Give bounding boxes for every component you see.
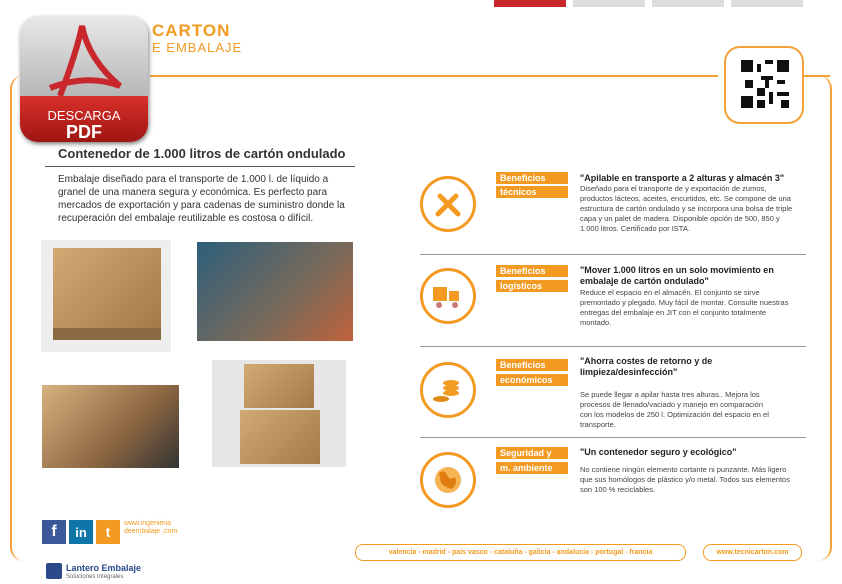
benefit-2-badge-line2: logísticos <box>496 280 568 292</box>
benefit-4-title: "Un contenedor seguro y ecológico" <box>580 447 737 457</box>
qr-code-icon[interactable] <box>741 60 789 108</box>
benefit-3-badge-line2: económicos <box>496 374 568 386</box>
benefit-1-badge-line2: técnicos <box>496 186 568 198</box>
benefit-3-title: "Ahorra costes de retorno y de limpieza/desinfección" <box>580 356 713 377</box>
forklift-photo <box>197 242 353 341</box>
header-divider-right <box>800 75 830 77</box>
benefit-2-text: Reduce el espacio en el almacén. El conjunto se sirve premontado y plegado. Muy fácil de montar. Consulte nuestras entregas del embalaje en JIT con el conjunto totalmente montado. <box>580 288 789 327</box>
benefit-2-badge-line1: Beneficios <box>496 265 568 277</box>
page-title: Contenedor de 1.000 litros de cartón ondulado <box>58 146 346 161</box>
forklift-icon <box>420 268 476 324</box>
stacked-container-photo <box>212 360 346 467</box>
benefit-4-text: No contiene ningún elemento cortante ni punzante. Más ligero que sus homólogos de plástico y/o metal. Todos sus elementos son 100 % reciclables. <box>580 465 790 494</box>
company-logo <box>46 563 62 579</box>
benefit-3-text: Se puede llegar a apilar hasta tres alturas.. Mejora los procesos de llenado/vaciado y manejo en comparación con los modelos de 250 l. Optimización del espacio en el transporte. <box>580 390 769 429</box>
valve-photo <box>42 385 179 468</box>
benefit-4-badge-line2: m. ambiente <box>496 462 568 474</box>
globe-icon <box>420 452 476 508</box>
benefit-divider-2 <box>420 346 806 347</box>
pdf-download-button[interactable] <box>20 16 148 142</box>
benefit-1-badge-line1: Beneficios <box>496 172 568 184</box>
benefit-3-badge-line1: Beneficios <box>496 359 568 371</box>
cities-bar: valencia - madrid - país vasco - cataluña - galicia - andalucía - portugal - francia <box>355 544 686 561</box>
company-subtitle: Soluciones Integrales <box>66 574 124 580</box>
benefit-2-title: "Mover 1.000 litros en un solo movimiento en embalaje de cartón ondulado" <box>580 265 774 286</box>
twitter-icon[interactable]: t <box>96 520 120 544</box>
coins-icon <box>420 362 476 418</box>
tools-icon <box>420 176 476 232</box>
facebook-icon[interactable]: f <box>42 520 66 544</box>
header-tab-4[interactable] <box>731 0 803 7</box>
pdf-label-bottom: PDF <box>66 122 102 142</box>
header-divider <box>150 75 718 77</box>
social-link[interactable]: www.ingenieria deembalaje .com <box>124 520 178 535</box>
benefit-divider-3 <box>420 437 806 438</box>
benefit-divider-1 <box>420 254 806 255</box>
pdf-label-top: DESCARGA <box>47 108 121 123</box>
title-underline <box>45 166 355 167</box>
intro-text: Embalaje diseñado para el transporte de 1.000 l. de líquido a granel de una manera segura y económica. Es perfecto para mercados de exportación y para cadenas de suministro donde la recuperación del embalaje reutilizable es costosa o difícil. <box>58 174 345 224</box>
benefit-1-text: Diseñado para el transporte de y exportación de zumos, productos lácteos, aceites, encurtidos, etc. Se compone de una estructura de cartón ondulado y se incorpora una bolsa de triple capa y un palet de madera. Disponible opción de 500, 850 y 1.000 litros. Certificado por ISTA. <box>580 184 793 233</box>
brand-name: CARTON <box>152 21 231 40</box>
benefit-4-badge-line1: Seguridad y <box>496 447 568 459</box>
brand-subtitle: E EMBALAJE <box>152 40 243 55</box>
linkedin-icon[interactable]: in <box>69 520 93 544</box>
website-link[interactable]: www.tecnicarton.com <box>703 544 802 561</box>
product-photo-container <box>41 240 171 352</box>
company-name: Lantero Embalaje <box>66 563 142 573</box>
header-tab-3[interactable] <box>652 0 724 7</box>
benefit-1-title: "Apilable en transporte a 2 alturas y almacén 3" <box>580 173 785 183</box>
header-tab-1[interactable] <box>494 0 566 7</box>
header-tab-2[interactable] <box>573 0 645 7</box>
acrobat-icon <box>20 16 148 106</box>
